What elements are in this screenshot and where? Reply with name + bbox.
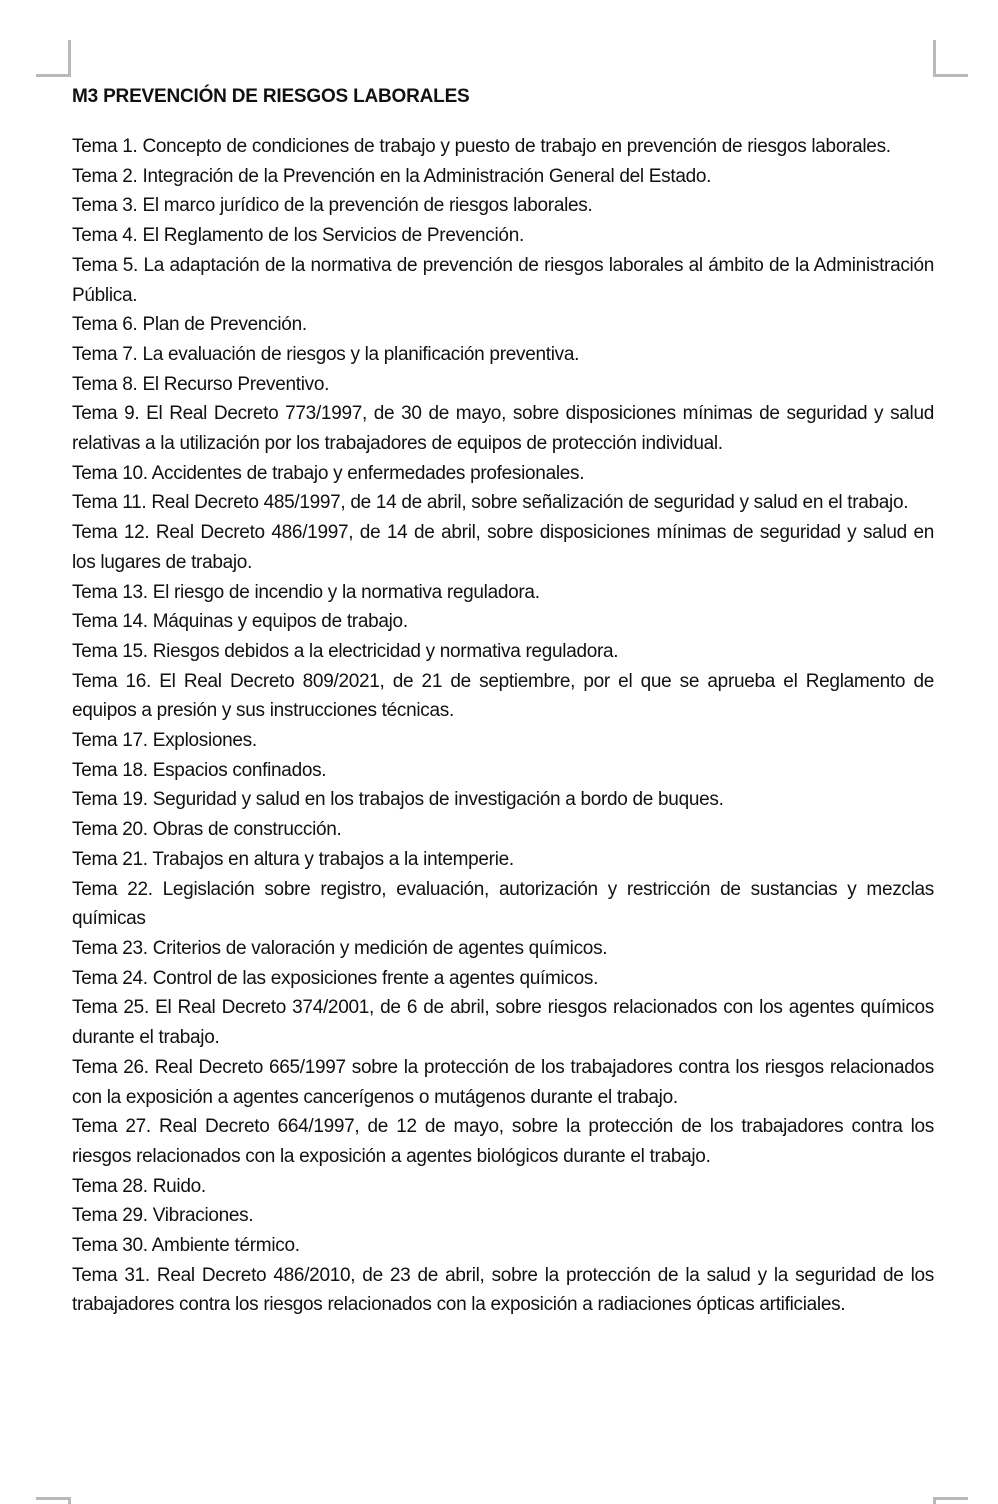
section-heading: M3 PREVENCIÓN DE RIESGOS LABORALES (72, 86, 470, 107)
topic-item: Tema 20. Obras de construcción. (72, 819, 342, 841)
topic-item: Tema 19. Seguridad y salud en los trabajos de investigación a bordo de buques. (72, 789, 724, 811)
topic-item: Tema 22. Legislación sobre registro, evaluación, autorización y restricción de sustancias y mezclas químicas (72, 878, 934, 930)
topic-item: Tema 29. Vibraciones. (72, 1205, 254, 1227)
topic-item: Tema 2. Integración de la Prevención en la Administración General del Estado. (72, 165, 712, 187)
crop-mark-top-right (933, 74, 968, 77)
topic-item: Tema 6. Plan de Prevención. (72, 314, 307, 336)
crop-mark-top-left (68, 40, 71, 77)
topic-item: Tema 1. Concepto de condiciones de trabajo y puesto de trabajo en prevención de riesgos laborales. (72, 136, 891, 157)
topic-item: Tema 17. Explosiones. (72, 730, 257, 752)
topic-item: Tema 3. El marco jurídico de la prevención de riesgos laborales. (72, 195, 593, 217)
topic-item: Tema 4. El Reglamento de los Servicios de Prevención. (72, 225, 524, 247)
topic-item: Tema 27. Real Decreto 664/1997, de 12 de mayo, sobre la protección de los trabajadores contra los riesgos relacionados con la exposición a agentes biológicos durante el trabajo. (72, 1116, 934, 1167)
crop-mark-bottom-left (36, 1497, 71, 1500)
topic-item: Tema 30. Ambiente térmico. (72, 1235, 300, 1257)
topic-item: Tema 5. La adaptación de la normativa de prevención de riesgos laborales al ámbito de la Administración Pública. (72, 254, 934, 306)
topic-item: Tema 18. Espacios confinados. (72, 759, 327, 781)
topic-item: Tema 7. La evaluación de riesgos y la planificación preventiva. (72, 343, 580, 365)
topic-item: Tema 28. Ruido. (72, 1175, 206, 1197)
topic-item: Tema 23. Criterios de valoración y medición de agentes químicos. (72, 937, 608, 959)
crop-mark-bottom-right (933, 1497, 968, 1500)
topic-item: Tema 21. Trabajos en altura y trabajos a la intemperie. (72, 848, 514, 870)
topic-item: Tema 8. El Recurso Preventivo. (72, 373, 330, 395)
topic-item: Tema 9. El Real Decreto 773/1997, de 30 de mayo, sobre disposiciones mínimas de seguridad y salud relativas a la utilización por los trabajadores de equipos de protección individual. (72, 403, 934, 455)
topic-item: Tema 10. Accidentes de trabajo y enfermedades profesionales. (72, 462, 585, 484)
topic-item: Tema 24. Control de las exposiciones frente a agentes químicos. (72, 967, 599, 989)
topic-list (72, 132, 934, 1320)
topic-item: Tema 11. Real Decreto 485/1997, de 14 de abril, sobre señalización de seguridad y salud en el trabajo. (72, 492, 909, 514)
topic-item: Tema 31. Real Decreto 486/2010, de 23 de abril, sobre la protección de la salud y la seguridad de los trabajadores contra los riesgos relacionados con la exposición a radiaciones ópticas artificiales. (72, 1264, 934, 1316)
document-body (72, 82, 934, 1320)
topic-item: Tema 26. Real Decreto 665/1997 sobre la protección de los trabajadores contra los riesgos relacionados con la exposición a agentes cancerígenos o mutágenos durante el trabajo. (72, 1056, 934, 1108)
topic-item: Tema 13. El riesgo de incendio y la normativa reguladora. (72, 581, 540, 603)
topic-item: Tema 16. El Real Decreto 809/2021, de 21 de septiembre, por el que se aprueba el Reglamento de equipos a presión y sus instrucciones técnicas. (72, 670, 934, 722)
topic-item: Tema 15. Riesgos debidos a la electricidad y normativa reguladora. (72, 640, 619, 662)
crop-mark-top-left (36, 74, 71, 77)
topic-item: Tema 25. El Real Decreto 374/2001, de 6 de abril, sobre riesgos relacionados con los agentes químicos durante el trabajo. (72, 997, 934, 1049)
topic-item: Tema 12. Real Decreto 486/1997, de 14 de abril, sobre disposiciones mínimas de seguridad y salud en los lugares de trabajo. (72, 522, 934, 573)
topic-item: Tema 14. Máquinas y equipos de trabajo. (72, 611, 408, 633)
crop-mark-top-right (933, 40, 936, 77)
